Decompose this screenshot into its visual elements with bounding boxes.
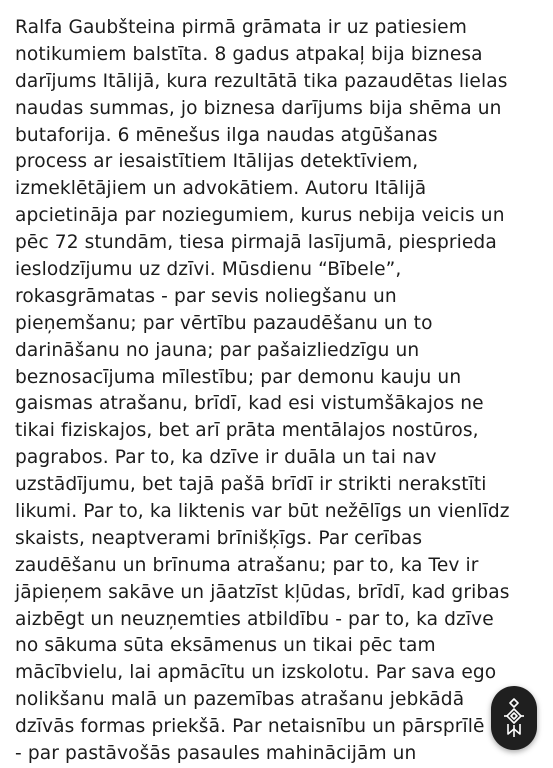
text-line: skaists, neaptverami brīnišķīgs. Par cerības [15,527,423,549]
text-line: nolikšanu malā un pazemības atrašanu jebkādā [15,689,465,711]
text-line: Ralfa Gaubšteina pirmā grāmata ir uz patiesiem [15,17,467,38]
text-line: process ar iesaistītiem Itālijas detektīviem, [15,151,419,173]
text-line: notikumiem balstīta. 8 gadus atpakaļ bija biznesa [15,43,483,65]
text-line: mācībvielu, lai apmācītu un izskolotu. Par sava ego [15,662,497,684]
text-line: darināšanu no jauna; par pašaizliedzīgu un [15,339,420,361]
text-line: rokasgrāmatas - par sevis noliegšanu un [15,285,397,307]
text-line: uzstādījumu, bet tajā pašā brīdī ir strikti nerakstīti [15,474,487,496]
ornament-logo-icon [501,698,527,738]
text-line: darījums Itālijā, kura rezultātā tika pazaudētas lielas [15,70,508,92]
floating-action-button[interactable] [491,686,537,750]
text-line: tikai fiziskajos, bet arī prāta mentālajos nostūros, [15,420,479,442]
text-line: likumi. Par to, ka liktenis var būt nežēlīgs un vienlīdz [15,501,510,523]
text-line: naudas summas, jo biznesa darījums bija shēma un [15,97,502,119]
text-line: beznosacījuma mīlestību; par demonu kauju un [15,366,462,388]
text-line: jāpieņem sakāve un jāatzīst kļūdas, brīdī, kad gribas [15,581,510,603]
text-line: no sākuma sūta eksāmenus un tikai pēc tam [15,635,436,657]
text-line: zaudēšanu un brīnuma atrašanu; par to, ka Tev ir [15,554,479,576]
text-line: aizbēgt un neuzņemties atbildību - par to, ka dzīve [15,608,494,630]
text-line: - par pastāvošās pasaules mahinācijām un [15,743,417,765]
text-line: izmeklētājiem un advokātiem. Autoru Itālijā [15,178,427,200]
text-line: dzīvās formas priekšā. Par netaisnību un pārsprīlē [15,716,485,738]
text-line: pieņemšanu; par vērtību pazaudēšanu un to [15,312,433,334]
text-line: pagrabos. Par to, ka dzīve ir duāla un tai nav [15,447,437,469]
text-line: pēc 72 stundām, tiesa pirmajā lasījumā, piesprieda [15,232,497,254]
article-text [15,15,550,768]
text-line: ieslodzījumu uz dzīvi. Mūsdienu “Bībele”, [15,259,402,281]
text-line: apcietināja par noziegumiem, kurus nebija veicis un [15,205,505,227]
text-line: gaismas atrašanu, brīdī, kad esi vistumšākajos ne [15,393,484,415]
text-line: butaforija. 6 mēnešus ilga naudas atgūšanas [15,124,438,146]
